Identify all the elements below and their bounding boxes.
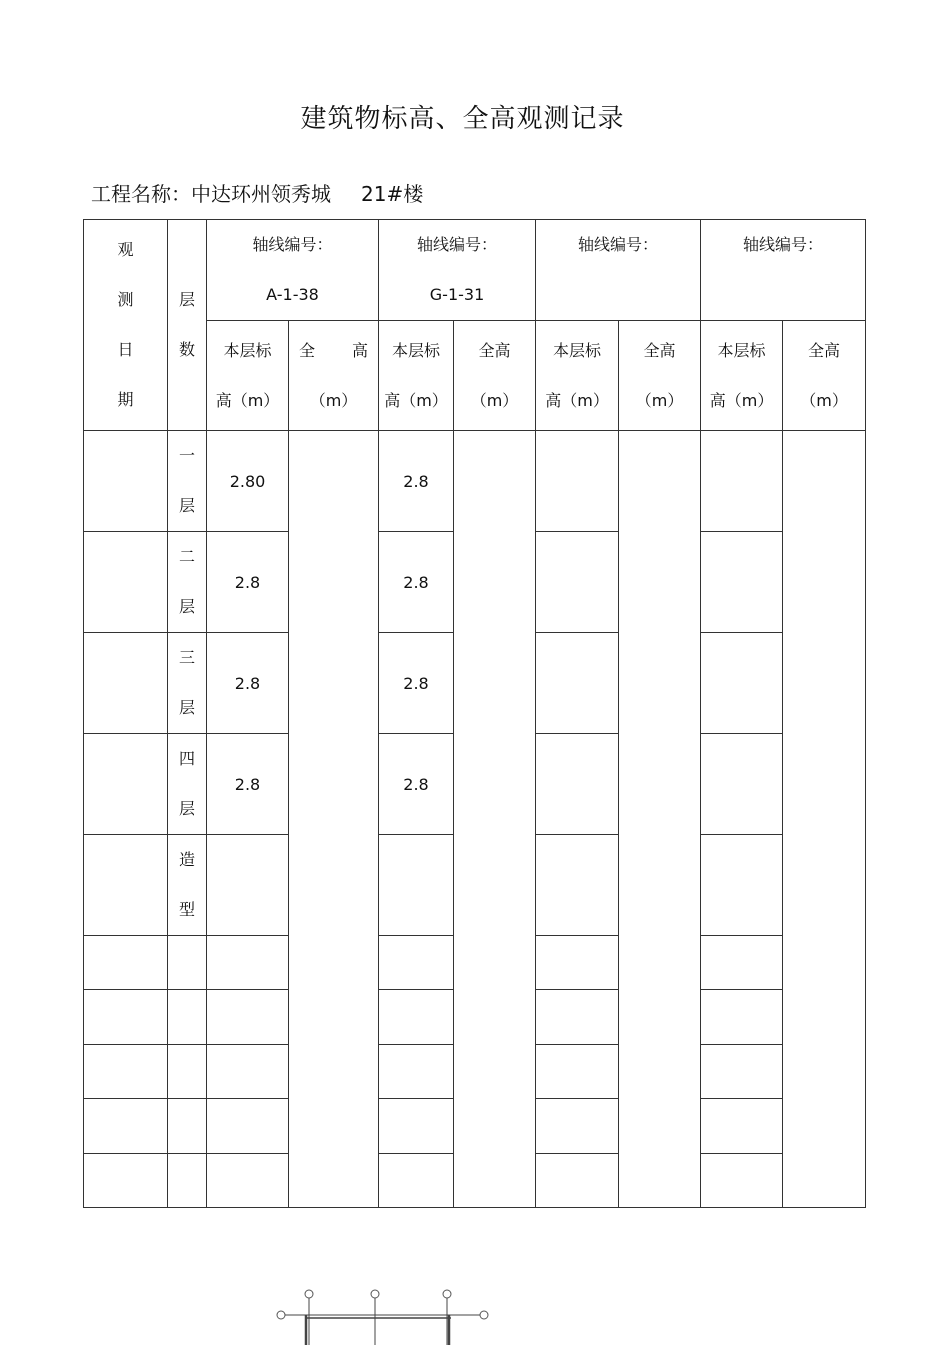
- total-header-3: 全高 （m）: [619, 321, 701, 431]
- total-header-4: 全高 （m）: [783, 321, 866, 431]
- axis-header-2: 轴线编号： G-1-31: [379, 220, 536, 321]
- level-header-3: 本层标 高（m）: [536, 321, 619, 431]
- axis-header-1: 轴线编号： A-1-38: [207, 220, 379, 321]
- level-header-4: 本层标 高（m）: [701, 321, 783, 431]
- axis-header-4: 轴线编号：: [701, 220, 866, 321]
- observation-table: [83, 219, 866, 1208]
- axis-bubble-icon: [443, 1290, 451, 1298]
- project-label: 工程名称：中达环州领秀城: [91, 182, 331, 206]
- axis-header-3: 轴线编号：: [536, 220, 701, 321]
- axis-bubble-icon: [277, 1311, 285, 1319]
- floor-cell: 二 层: [168, 532, 207, 633]
- level-header-2: 本层标 高（m）: [379, 321, 454, 431]
- axis-bubble-icon: [305, 1290, 313, 1298]
- building-number: 21#楼: [361, 182, 424, 206]
- level-header-1: 本层标 高（m）: [207, 321, 289, 431]
- floor-cell: 一 层: [168, 431, 207, 532]
- page-title: 建筑物标高、全高观测记录: [300, 104, 625, 134]
- a-level-cell: 2.8: [207, 633, 289, 734]
- axis-value-2: G-1-31: [429, 285, 485, 304]
- g-total-cell: [454, 431, 536, 1208]
- g-level-cell: 2.8: [379, 431, 454, 532]
- floor-cell: 造 型: [168, 835, 207, 936]
- total-header-1: 全 高 （m）: [289, 321, 379, 431]
- a-total-cell: [289, 431, 379, 1208]
- floor-cell: 三 层: [168, 633, 207, 734]
- g-level-cell: 2.8: [379, 633, 454, 734]
- axis-bubble-icon: [371, 1290, 379, 1298]
- date-cell: [84, 431, 168, 532]
- axis-bubble-icon: [480, 1311, 488, 1319]
- g-level-cell: 2.8: [379, 532, 454, 633]
- a-level-cell: 2.8: [207, 734, 289, 835]
- table-row: [84, 431, 866, 532]
- a-level-cell: 2.8: [207, 532, 289, 633]
- a-level-cell: 2.80: [207, 431, 289, 532]
- axis-value-1: A-1-38: [266, 285, 319, 304]
- axis-plan-drawing: [270, 1282, 500, 1345]
- date-header: 观 测 日 期: [84, 220, 168, 431]
- total-header-2: 全高 （m）: [454, 321, 536, 431]
- floor-cell: 四 层: [168, 734, 207, 835]
- project-name: [91, 178, 423, 207]
- floor-header: 层 数: [168, 220, 207, 431]
- g-level-cell: 2.8: [379, 734, 454, 835]
